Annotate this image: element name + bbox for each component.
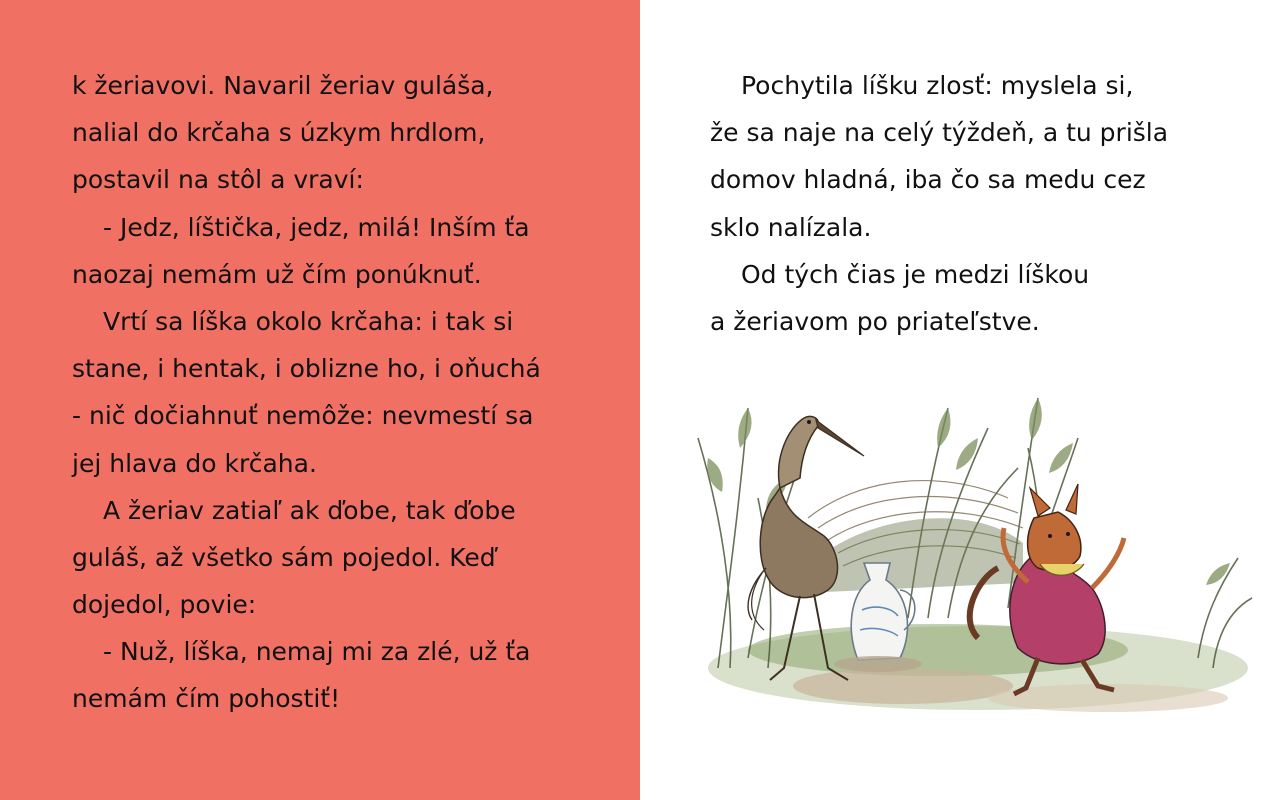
crane-and-fox-illustration-icon: [678, 368, 1258, 738]
text-line: sklo nalízala.: [710, 212, 872, 242]
right-page: [640, 0, 1280, 800]
text-line: nalial do krčaha s úzkym hrdlom,: [72, 118, 486, 148]
text-line: guláš, až všetko sám pojedol. Keď: [72, 542, 496, 572]
text-line: a žeriavom po priateľstve.: [710, 306, 1040, 336]
text-line: - Jedz, líštička, jedz, milá! Inším ťa: [103, 212, 530, 242]
right-page-text: [710, 62, 1250, 345]
text-line: A žeriav zatiaľ ak ďobe, tak ďobe: [103, 495, 516, 525]
text-line: Pochytila líšku zlosť: myslela si,: [741, 71, 1134, 100]
text-line: domov hladná, iba čo sa medu cez: [710, 165, 1146, 195]
text-line: - nič dočiahnuť nemôže: nevmestí sa: [72, 401, 534, 431]
text-line: stane, i hentak, i oblizne ho, i oňuchá: [72, 354, 541, 384]
text-line: že sa naje na celý týždeň, a tu prišla: [710, 118, 1169, 148]
text-line: nemám čím pohostiť!: [72, 684, 341, 714]
text-line: naozaj nemám už čím ponúknuť.: [72, 259, 482, 289]
text-line: jej hlava do krčaha.: [72, 448, 317, 478]
text-line: k žeriavovi. Navaril žeriav guláša,: [72, 71, 494, 100]
text-line: Od tých čias je medzi líškou: [741, 259, 1090, 289]
left-page-text: [72, 62, 600, 723]
text-line: - Nuž, líška, nemaj mi za zlé, už ťa: [103, 637, 531, 667]
text-line: dojedol, povie:: [72, 590, 257, 620]
text-line: Vrtí sa líška okolo krčaha: i tak si: [103, 306, 514, 336]
text-line: postavil na stôl a vraví:: [72, 165, 364, 195]
